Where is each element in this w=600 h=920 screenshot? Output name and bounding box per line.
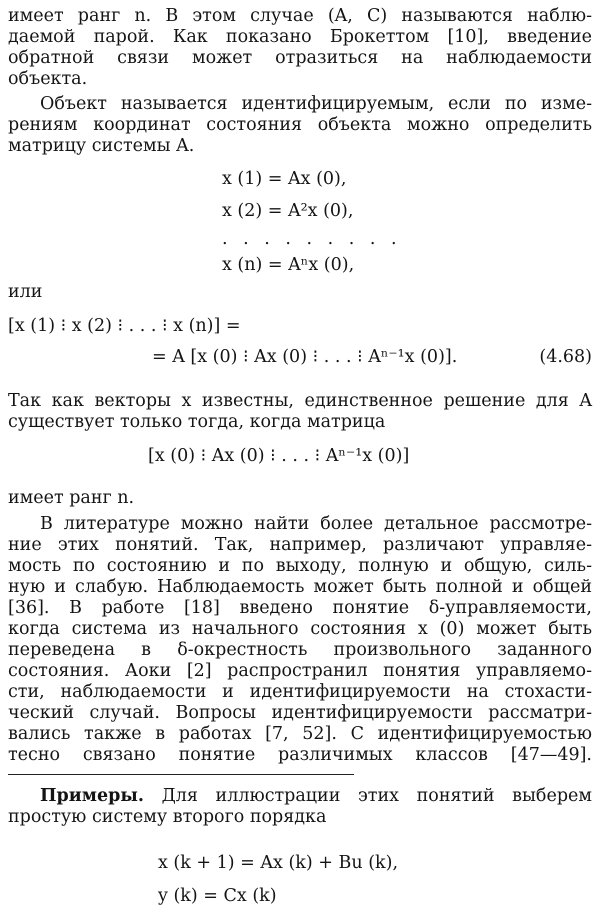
- equation: x (k + 1) = Ax (k) + Bu (k),: [158, 853, 399, 873]
- text-line: существует только тогда, когда матрица: [8, 412, 386, 432]
- text-line: мость по состоянию и по выходу, полную и общую, силь-: [8, 556, 592, 576]
- text-line: В литературе можно найти более детальное рассмотре-: [40, 514, 592, 534]
- text-line: обратной связи может отразиться на наблюдаемости: [8, 48, 592, 68]
- equation: [x (1) ⁝ x (2) ⁝ . . . ⁝ x (n)] =: [8, 316, 241, 336]
- equation: x (1) = Ax (0),: [222, 169, 347, 189]
- equation-ellipsis: . . . . . . . . .: [222, 229, 402, 249]
- text-line: имеет ранг n. В этом случае (A, C) называются наблю-: [8, 6, 592, 26]
- text-line: Объект называется идентифицируемым, если по изме-: [40, 94, 592, 114]
- text-line: [36]. В работе [18] введено понятие δ-управляемости,: [8, 598, 592, 618]
- equation: [x (0) ⁝ Ax (0) ⁝ . . . ⁝ Aⁿ⁻¹x (0)]: [148, 446, 410, 466]
- text-line: когда система из начального состояния x (0) может быть: [8, 619, 592, 639]
- equation-number: (4.68): [539, 347, 592, 367]
- section-divider: [8, 774, 354, 775]
- text-line: простую систему второго порядка: [8, 807, 327, 827]
- text-line: рениям координат состояния объекта можно определить: [8, 115, 592, 135]
- text-line: имеет ранг n.: [8, 488, 135, 508]
- equation: x (n) = Aⁿx (0),: [222, 255, 355, 275]
- text-line: даемой парой. Как показано Брокеттом [10], введение: [8, 27, 592, 47]
- section-heading: Примеры.: [40, 786, 144, 806]
- equation: = A [x (0) ⁝ Ax (0) ⁝ . . . ⁝ Aⁿ⁻¹x (0)].: [152, 347, 458, 367]
- text-line: вались также в работах [7, 52]. С идентифицируемостью: [8, 724, 592, 744]
- text-line: ние этих понятий. Так, например, различают управляе-: [8, 535, 592, 555]
- text-fragment: Для иллюстрации этих понятий выберем: [143, 786, 592, 806]
- text-line: [40, 786, 592, 806]
- text-line: матрицу системы A.: [8, 136, 195, 156]
- equation: y (k) = Cx (k): [158, 886, 277, 906]
- text-line: состояния. Аоки [2] распространил понятия управляемо-: [8, 661, 592, 681]
- equation: x (2) = A²x (0),: [222, 201, 354, 221]
- text-line: ную и слабую. Наблюдаемость может быть полной и общей: [8, 577, 592, 597]
- text-line: объекта.: [8, 69, 88, 89]
- text-line: Так как векторы x известны, единственное решение для A: [8, 391, 592, 411]
- text-line: тесно связано понятие различимых классов [47—49].: [8, 745, 592, 765]
- text-line: переведена в δ-окрестность произвольного заданного: [8, 640, 592, 660]
- text-line: ческий случай. Вопросы идентифицируемости рассматри-: [8, 703, 592, 723]
- text-line: или: [8, 282, 43, 302]
- text-line: сти, наблюдаемости и идентифицируемости на стохасти-: [8, 682, 592, 702]
